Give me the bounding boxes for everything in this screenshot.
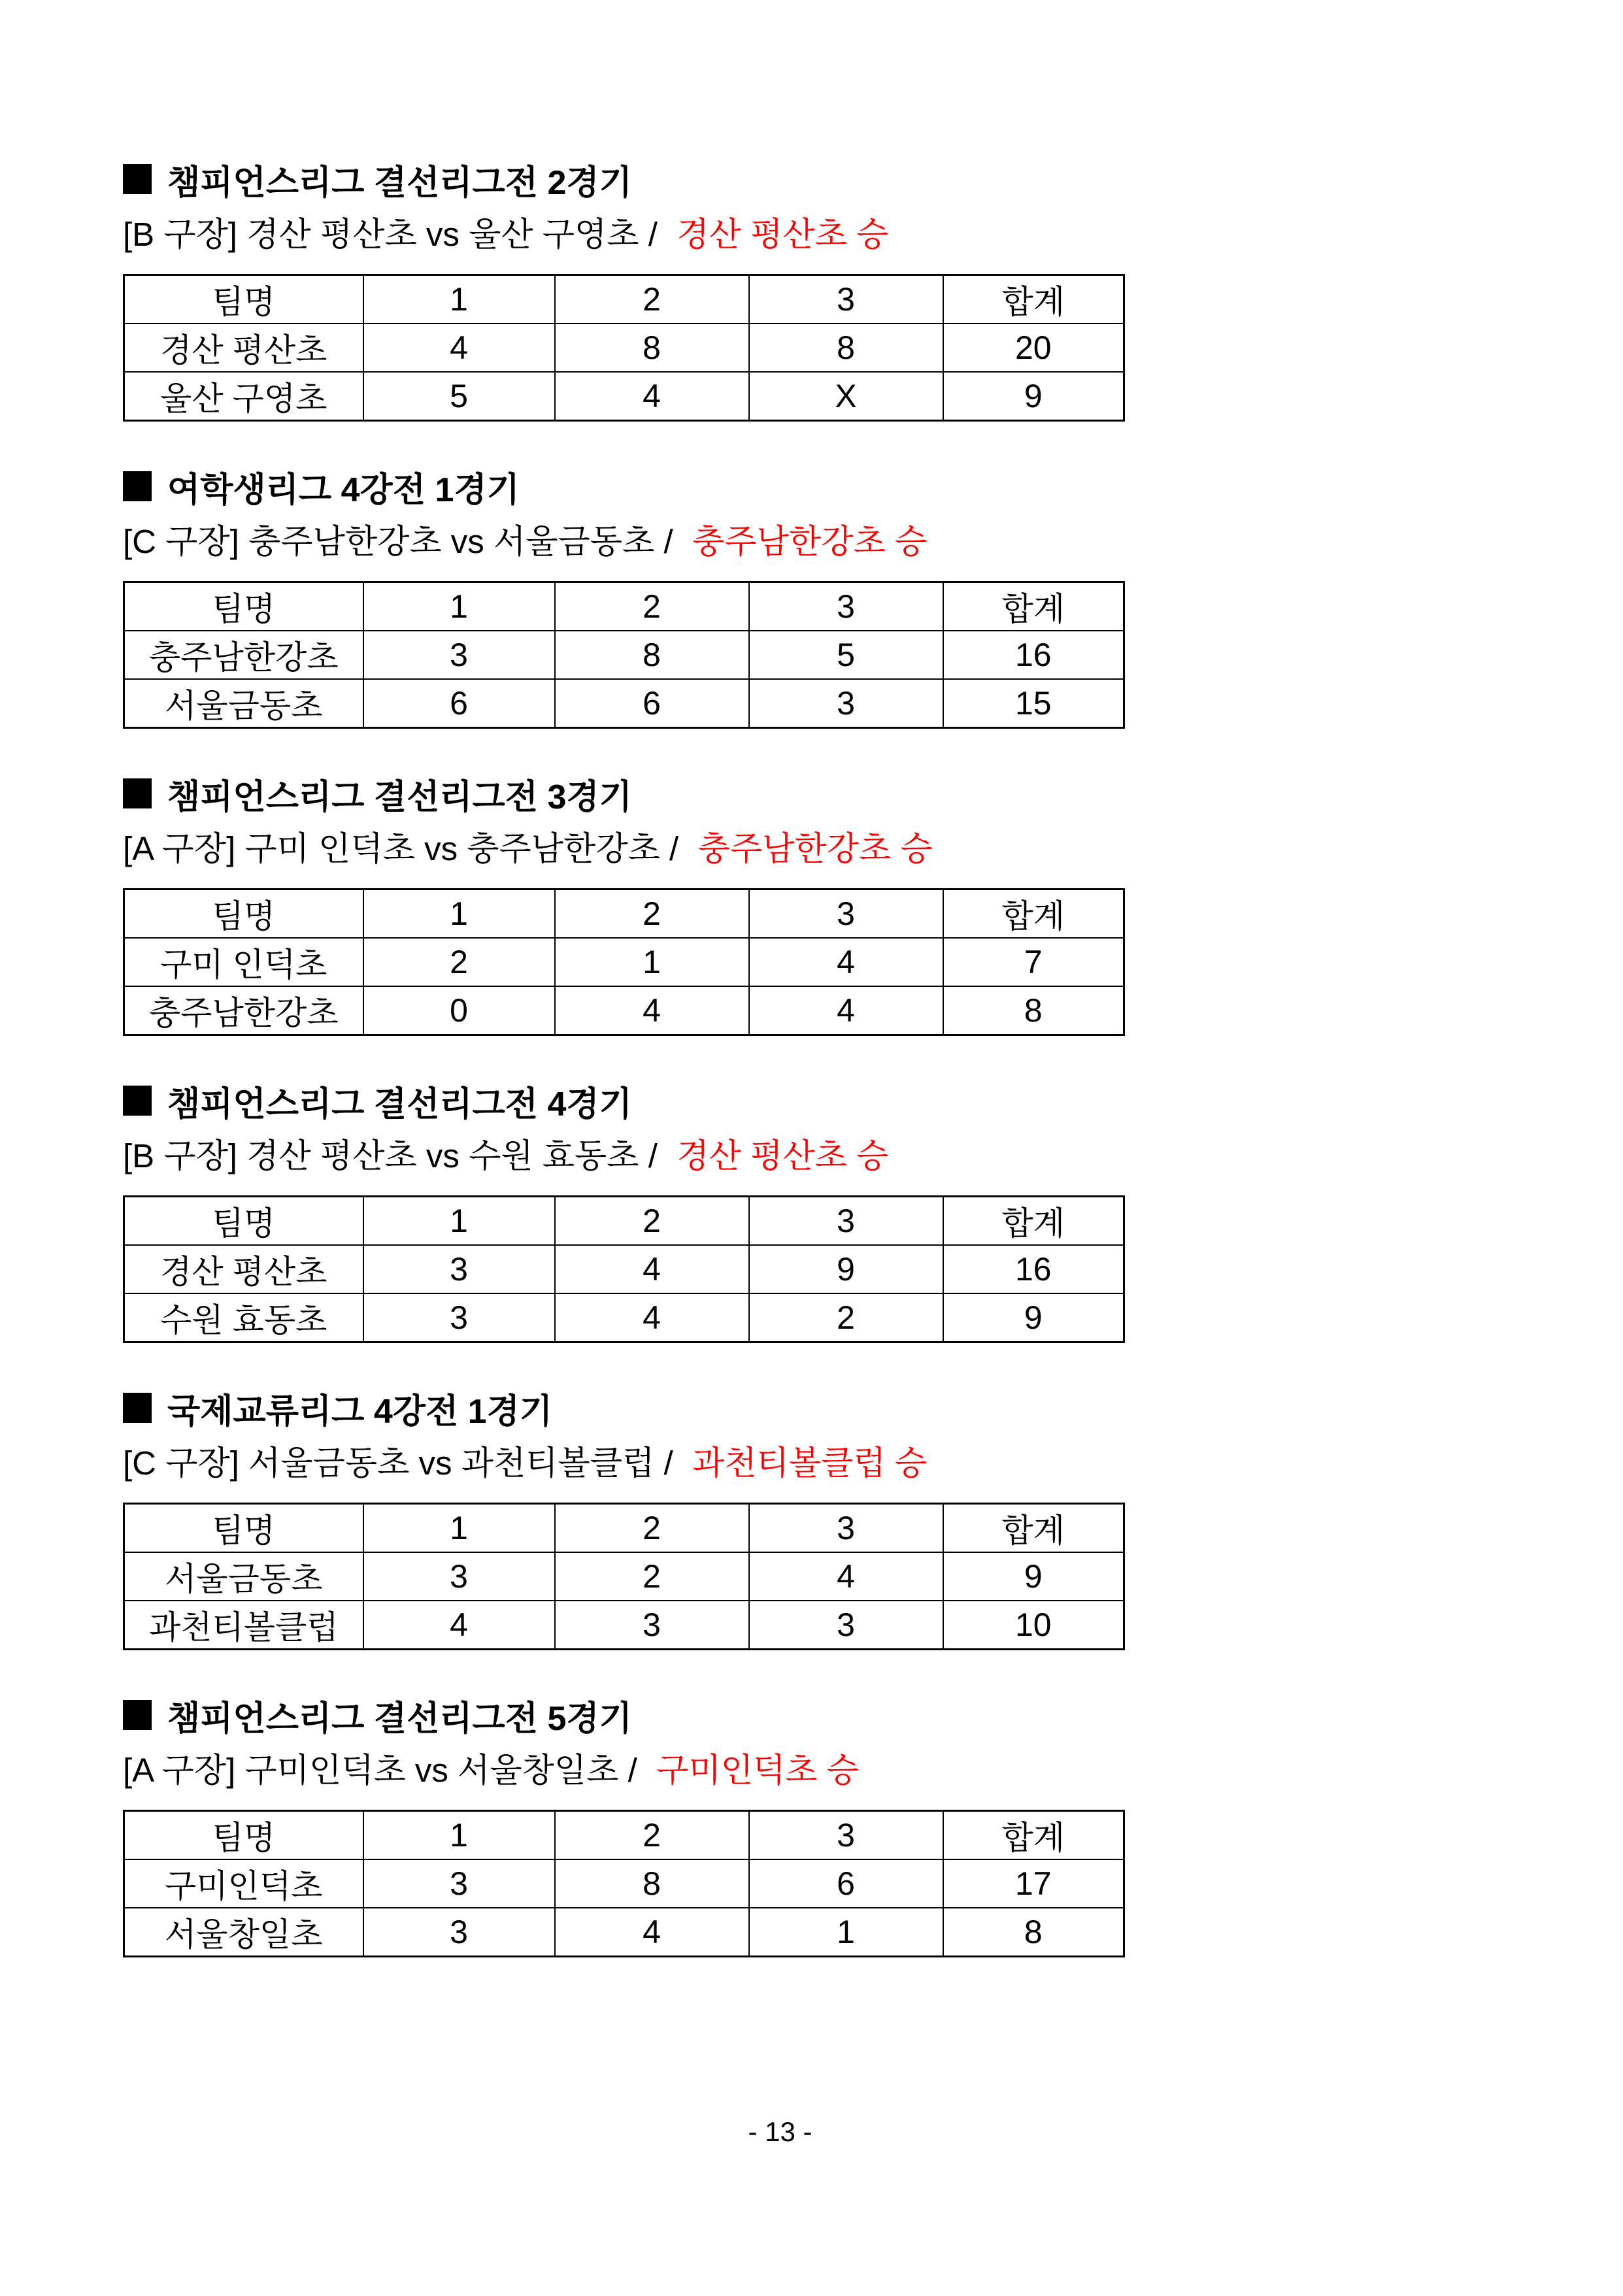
team-name-cell: 경산 평산초 <box>124 1245 363 1293</box>
section-title: 국제교류리그 4강전 1경기 <box>167 1392 553 1431</box>
section-title: 챔피언스리그 결선리그전 4경기 <box>167 1085 632 1123</box>
total-cell: 8 <box>943 1908 1124 1957</box>
table-header-row <box>124 1504 1124 1553</box>
col-header-inning-2: 2 <box>555 582 749 631</box>
col-header-team: 팀명 <box>124 890 363 939</box>
score-cell: 3 <box>555 1601 749 1650</box>
score-cell: 6 <box>555 679 749 728</box>
team-name-cell: 울산 구영초 <box>124 372 363 421</box>
table-row <box>124 1908 1124 1957</box>
team-name-cell: 서울금동초 <box>124 1552 363 1601</box>
match-info-line <box>123 1135 1125 1177</box>
section-bullet-icon <box>123 164 152 194</box>
score-cell: 5 <box>749 631 943 679</box>
winner-text: 경산 평산초 승 <box>677 1137 889 1174</box>
match-info: [C 구장] 서울금동초 vs 과천티볼클럽 / <box>123 1444 673 1482</box>
winner-text: 충주남한강초 승 <box>697 830 933 867</box>
score-table <box>123 1810 1125 1957</box>
col-header-inning-3: 3 <box>749 890 943 939</box>
score-cell: 2 <box>555 1552 749 1601</box>
section-heading <box>123 1082 1125 1123</box>
section-bullet-icon <box>123 471 152 501</box>
match-section-4 <box>123 1082 1125 1343</box>
total-cell: 17 <box>943 1859 1124 1908</box>
team-name-cell: 구미인덕초 <box>124 1859 363 1908</box>
team-name-cell: 구미 인덕초 <box>124 938 363 986</box>
table-row <box>124 372 1124 421</box>
table-row <box>124 938 1124 986</box>
winner-text: 구미인덕초 승 <box>656 1752 860 1789</box>
col-header-total: 합계 <box>943 1504 1124 1553</box>
col-header-inning-3: 3 <box>749 1197 943 1246</box>
total-cell: 9 <box>943 1293 1124 1342</box>
score-cell: 4 <box>555 1245 749 1293</box>
match-section-5 <box>123 1389 1125 1650</box>
total-cell: 16 <box>943 1245 1124 1293</box>
match-info: [B 구장] 경산 평산초 vs 울산 구영초 / <box>123 216 658 253</box>
score-cell: 2 <box>749 1293 943 1342</box>
score-cell: 3 <box>363 1293 555 1342</box>
section-heading <box>123 160 1125 202</box>
score-cell: 8 <box>749 324 943 372</box>
team-name-cell: 서울창일초 <box>124 1908 363 1957</box>
table-row <box>124 986 1124 1035</box>
match-info: [C 구장] 충주남한강초 vs 서울금동초 / <box>123 523 673 560</box>
team-name-cell: 충주남한강초 <box>124 986 363 1035</box>
team-name-cell: 충주남한강초 <box>124 631 363 679</box>
team-name-cell: 수원 효동초 <box>124 1293 363 1342</box>
table-header-row <box>124 890 1124 939</box>
table-row <box>124 679 1124 728</box>
score-table <box>123 888 1125 1036</box>
col-header-total: 합계 <box>943 582 1124 631</box>
table-header-row <box>124 582 1124 631</box>
col-header-inning-3: 3 <box>749 1504 943 1553</box>
match-info-line <box>123 1442 1125 1484</box>
section-title: 여학생리그 4강전 1경기 <box>167 471 520 509</box>
section-title: 챔피언스리그 결선리그전 3경기 <box>167 778 632 816</box>
score-cell: 4 <box>555 1908 749 1957</box>
col-header-total: 합계 <box>943 275 1124 324</box>
score-cell: 4 <box>749 938 943 986</box>
table-header-row <box>124 1811 1124 1860</box>
score-cell: 8 <box>555 324 749 372</box>
col-header-inning-1: 1 <box>363 275 555 324</box>
col-header-team: 팀명 <box>124 1197 363 1246</box>
score-cell: 4 <box>555 372 749 421</box>
score-cell: 8 <box>555 631 749 679</box>
col-header-inning-1: 1 <box>363 890 555 939</box>
col-header-inning-3: 3 <box>749 582 943 631</box>
table-row <box>124 324 1124 372</box>
match-info-line <box>123 1750 1125 1791</box>
section-heading <box>123 1696 1125 1738</box>
table-row <box>124 1552 1124 1601</box>
score-cell: 3 <box>363 631 555 679</box>
col-header-inning-3: 3 <box>749 1811 943 1860</box>
total-cell: 16 <box>943 631 1124 679</box>
col-header-inning-2: 2 <box>555 1811 749 1860</box>
total-cell: 15 <box>943 679 1124 728</box>
col-header-team: 팀명 <box>124 1504 363 1553</box>
score-cell: 3 <box>363 1552 555 1601</box>
section-bullet-icon <box>123 1700 152 1730</box>
total-cell: 8 <box>943 986 1124 1035</box>
section-heading <box>123 774 1125 816</box>
page-content <box>123 160 1125 2003</box>
table-row <box>124 1859 1124 1908</box>
score-cell: 4 <box>555 1293 749 1342</box>
score-cell: 3 <box>363 1859 555 1908</box>
team-name-cell: 서울금동초 <box>124 679 363 728</box>
table-row <box>124 1601 1124 1650</box>
score-cell: 3 <box>363 1908 555 1957</box>
total-cell: 9 <box>943 1552 1124 1601</box>
score-cell: 0 <box>363 986 555 1035</box>
score-cell: 4 <box>555 986 749 1035</box>
match-info-line <box>123 828 1125 870</box>
score-table <box>123 581 1125 729</box>
col-header-team: 팀명 <box>124 1811 363 1860</box>
table-row <box>124 631 1124 679</box>
section-heading <box>123 467 1125 509</box>
section-bullet-icon <box>123 1086 152 1116</box>
col-header-inning-2: 2 <box>555 1197 749 1246</box>
score-cell: 4 <box>749 986 943 1035</box>
winner-text: 과천티볼클럽 승 <box>692 1444 928 1482</box>
winner-text: 경산 평산초 승 <box>677 216 889 253</box>
section-bullet-icon <box>123 778 152 808</box>
score-cell: X <box>749 372 943 421</box>
total-cell: 20 <box>943 324 1124 372</box>
score-table <box>123 274 1125 422</box>
score-cell: 6 <box>749 1859 943 1908</box>
match-info-line <box>123 214 1125 256</box>
total-cell: 7 <box>943 938 1124 986</box>
section-title: 챔피언스리그 결선리그전 2경기 <box>167 163 632 202</box>
team-name-cell: 경산 평산초 <box>124 324 363 372</box>
page-number: - 13 - <box>748 2116 812 2147</box>
col-header-total: 합계 <box>943 1811 1124 1860</box>
score-cell: 1 <box>555 938 749 986</box>
match-section-3 <box>123 774 1125 1036</box>
score-cell: 2 <box>363 938 555 986</box>
col-header-inning-2: 2 <box>555 275 749 324</box>
score-cell: 3 <box>749 679 943 728</box>
col-header-inning-3: 3 <box>749 275 943 324</box>
score-cell: 3 <box>749 1601 943 1650</box>
score-cell: 9 <box>749 1245 943 1293</box>
match-info: [A 구장] 구미인덕초 vs 서울창일초 / <box>123 1752 637 1789</box>
score-cell: 3 <box>363 1245 555 1293</box>
match-info-line <box>123 521 1125 563</box>
table-header-row <box>124 1197 1124 1246</box>
score-cell: 4 <box>363 1601 555 1650</box>
score-cell: 6 <box>363 679 555 728</box>
score-cell: 4 <box>749 1552 943 1601</box>
col-header-inning-2: 2 <box>555 890 749 939</box>
score-cell: 1 <box>749 1908 943 1957</box>
col-header-inning-1: 1 <box>363 1197 555 1246</box>
score-cell: 8 <box>555 1859 749 1908</box>
score-table <box>123 1503 1125 1650</box>
col-header-team: 팀명 <box>124 275 363 324</box>
section-title: 챔피언스리그 결선리그전 5경기 <box>167 1699 632 1738</box>
score-cell: 5 <box>363 372 555 421</box>
col-header-total: 합계 <box>943 890 1124 939</box>
team-name-cell: 과천티볼클럽 <box>124 1601 363 1650</box>
score-table <box>123 1195 1125 1343</box>
match-info: [A 구장] 구미 인덕초 vs 충주남한강초 / <box>123 830 679 867</box>
table-header-row <box>124 275 1124 324</box>
section-heading <box>123 1389 1125 1431</box>
total-cell: 10 <box>943 1601 1124 1650</box>
section-bullet-icon <box>123 1393 152 1423</box>
col-header-total: 합계 <box>943 1197 1124 1246</box>
score-cell: 4 <box>363 324 555 372</box>
match-section-2 <box>123 467 1125 729</box>
match-info: [B 구장] 경산 평산초 vs 수원 효동초 / <box>123 1137 658 1174</box>
match-section-1 <box>123 160 1125 422</box>
winner-text: 충주남한강초 승 <box>692 523 928 560</box>
col-header-team: 팀명 <box>124 582 363 631</box>
table-row <box>124 1245 1124 1293</box>
col-header-inning-1: 1 <box>363 582 555 631</box>
total-cell: 9 <box>943 372 1124 421</box>
col-header-inning-1: 1 <box>363 1811 555 1860</box>
col-header-inning-1: 1 <box>363 1504 555 1553</box>
col-header-inning-2: 2 <box>555 1504 749 1553</box>
table-row <box>124 1293 1124 1342</box>
match-section-6 <box>123 1696 1125 1957</box>
